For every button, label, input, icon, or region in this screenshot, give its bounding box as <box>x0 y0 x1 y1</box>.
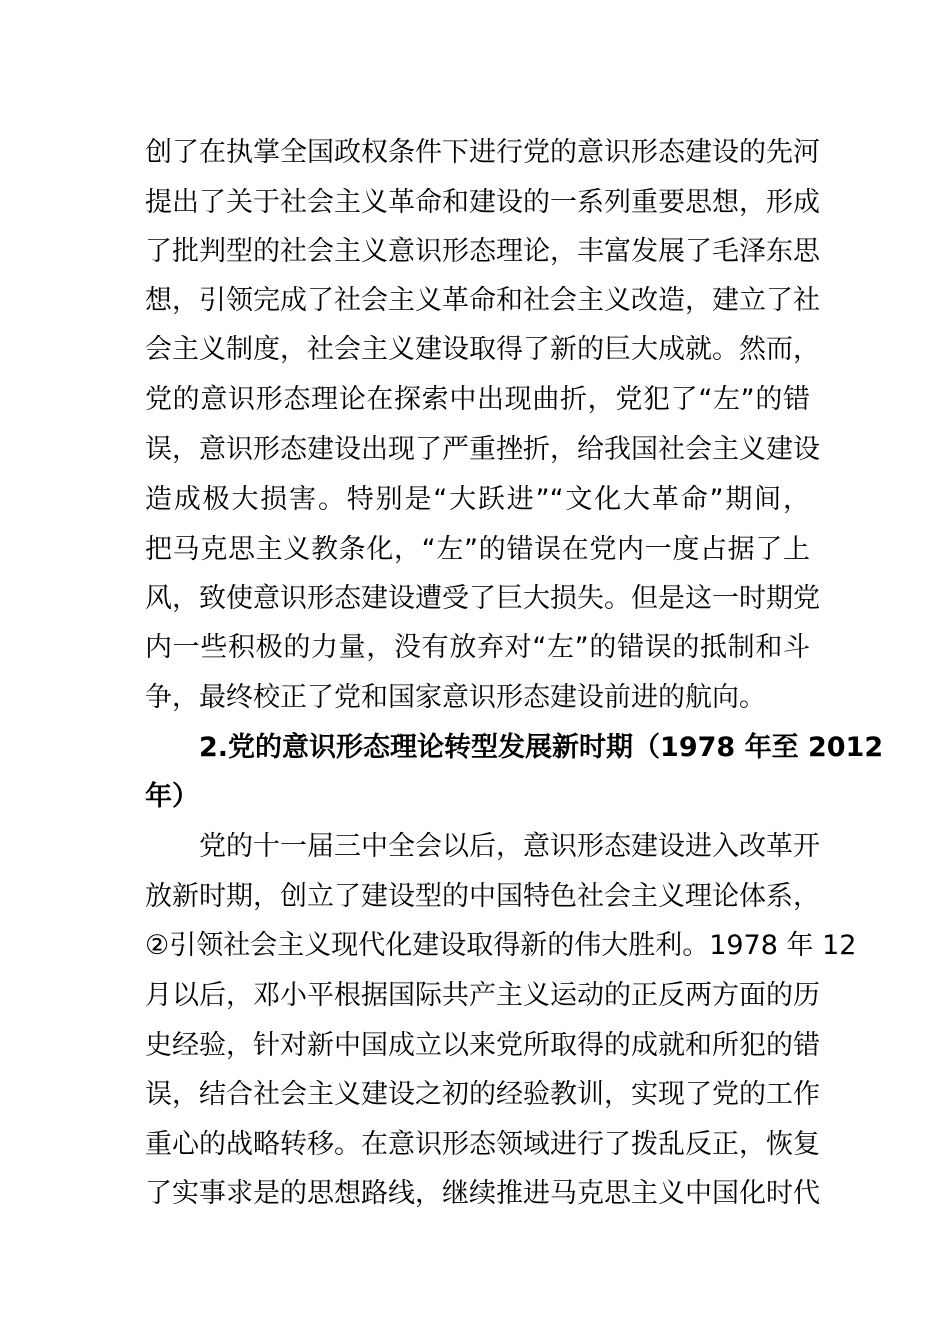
body-line: 内一些积极的力量，没有放弃对“左”的错误的抵制和斗 <box>145 632 810 663</box>
body-line: 会主义制度，社会主义建设取得了新的巨大成就。然而， <box>145 334 820 365</box>
body-line: 想，引领完成了社会主义革命和社会主义改造，建立了社 <box>145 285 820 316</box>
body-line: 误，结合社会主义建设之初的经验教训，实现了党的工作 <box>145 1079 820 1110</box>
body-line: 造成极大损害。特别是“大跃进”“文化大革命”期间， <box>145 484 810 515</box>
body-line: 重心的战略转移。在意识形态领域进行了拨乱反正，恢复 <box>145 1129 820 1160</box>
body-line: 史经验，针对新中国成立以来党所取得的成就和所犯的错 <box>145 1030 820 1061</box>
body-line: 放新时期，创立了建设型的中国特色社会主义理论体系， <box>145 881 820 912</box>
body-line: 风，致使意识形态建设遭受了巨大损失。但是这一时期党 <box>145 583 820 614</box>
body-line: 了实事求是的思想路线，继续推进马克思主义中国化时代 <box>145 1178 820 1209</box>
body-line: 争，最终校正了党和国家意识形态建设前进的航向。 <box>145 682 766 713</box>
body-line: 党的意识形态理论在探索中出现曲折，党犯了“左”的错 <box>145 384 810 415</box>
body-line: 党的十一届三中全会以后，意识形态建设进入改革开 <box>199 831 820 862</box>
body-line: 把马克思主义教条化，“左”的错误在党内一度占据了上 <box>145 534 810 565</box>
body-line: 创了在执掌全国政权条件下进行党的意识形态建设的先河 <box>145 137 820 168</box>
body-line: 月以后，邓小平根据国际共产主义运动的正反两方面的历 <box>145 980 820 1011</box>
body-line: 误，意识形态建设出现了严重挫折，给我国社会主义建设 <box>145 434 820 465</box>
body-line: ②引领社会主义现代化建设取得新的伟大胜利。1978 年 12 <box>145 930 857 961</box>
section-heading: 2.党的意识形态理论转型发展新时期（1978 年至 2012 <box>199 732 884 763</box>
body-line: 了批判型的社会主义意识形态理论，丰富发展了毛泽东思 <box>145 236 820 267</box>
section-heading-continued: 年） <box>145 781 199 812</box>
body-line: 提出了关于社会主义革命和建设的一系列重要思想，形成 <box>145 187 820 218</box>
